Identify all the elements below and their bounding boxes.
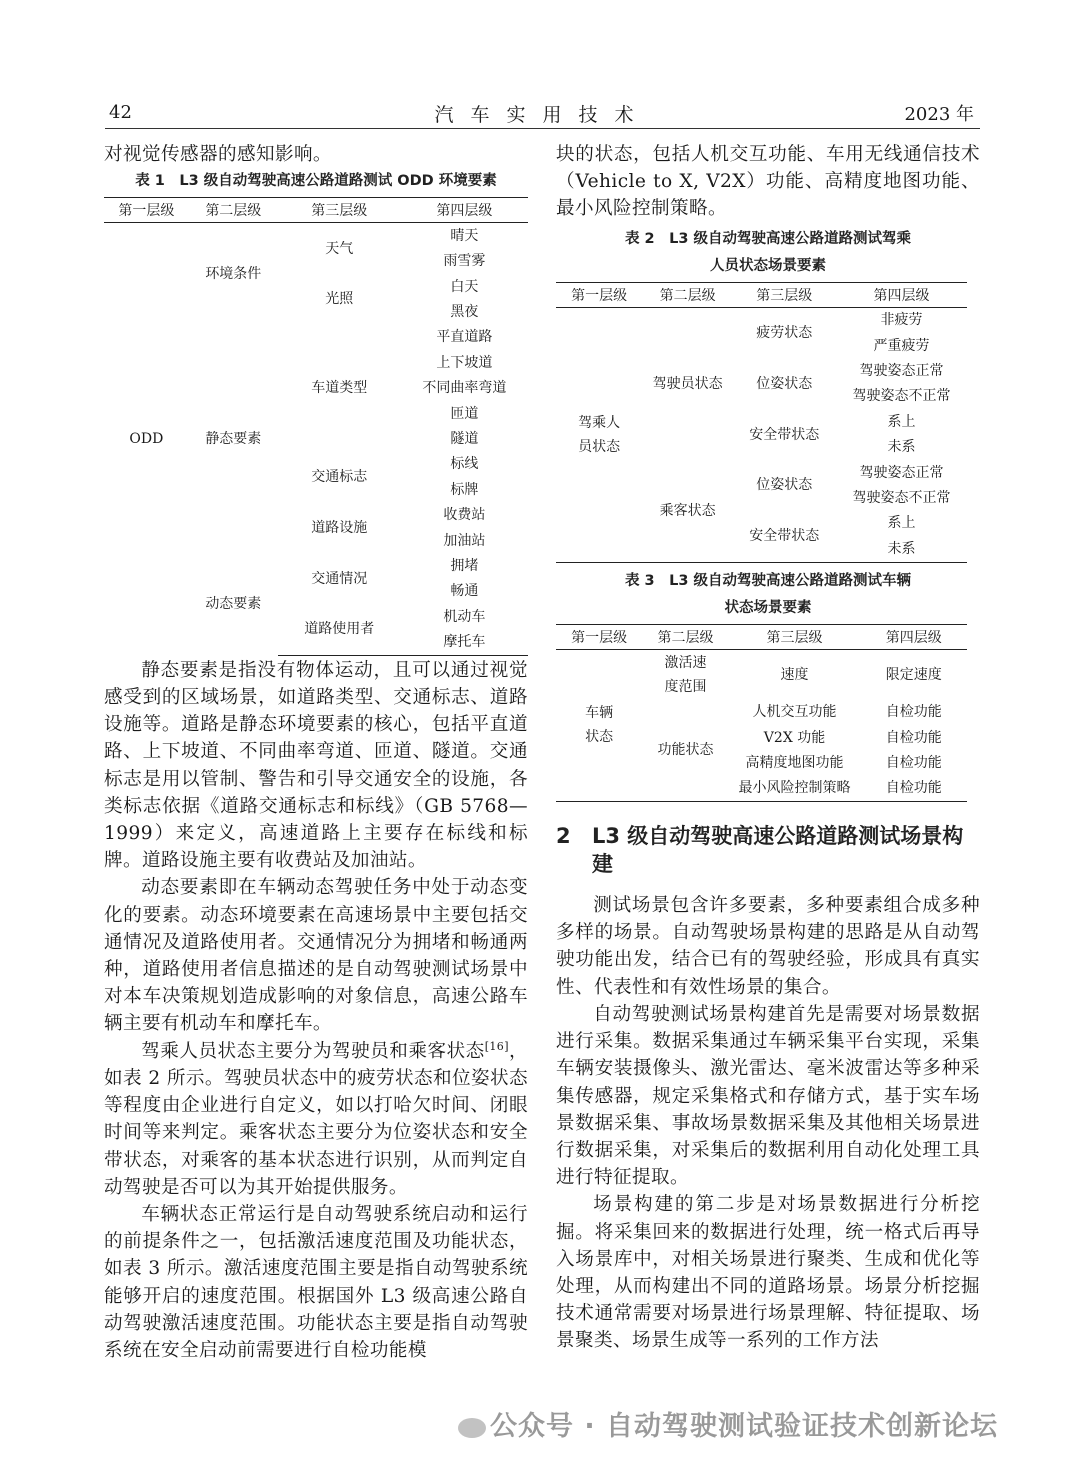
table-cell: 系上 [887,413,916,430]
table-cell: 平直道路 [436,329,493,346]
paragraph: 车辆状态正常运行是自动驾驶系统启动和运行的前提条件之一，包括激活速度范围及功能状态，如表 3 所示。激活速度范围主要是指自动驾驶系统能够开启的速度范围。根据国外 L3 级高速公路自动驾驶激活速度范围。功能状态主要是指自动驾驶系统在安全启动前需要进行自检功能模 [104,1203,528,1361]
table-cell-text: 车辆状态 [585,705,614,746]
table-cell: 机动车 [443,608,486,625]
table-cell: 严重疲劳 [873,337,930,354]
table-cell: 标牌 [450,481,479,498]
wechat-icon [458,1418,486,1438]
table1-caption: 表 1 L3 级自动驾驶高速公路道路测试 ODD 环境要素 [135,173,497,190]
section-number: 2 [556,824,571,849]
section-title: L3 级自动驾驶高速公路道路测试场景构建 [592,824,964,877]
table-header: 第四层级 [860,624,967,649]
table-cell: 黑夜 [450,304,479,321]
table-cell: 雨雪雾 [443,253,486,270]
table-cell: 自检功能 [885,729,942,746]
table-cell: 位姿状态 [756,477,813,494]
table-cell: 限定速度 [885,666,942,683]
citation: [16] [484,1039,509,1053]
table-cell: 驾驶姿态正常 [859,464,944,481]
table-cell: 自检功能 [885,754,942,771]
table1 [104,197,528,656]
watermark [458,1404,998,1443]
table-cell: 道路设施 [311,519,368,536]
paragraph: 静态要素是指没有物体运动，且可以通过视觉感受到的区域场景，如道路类型、交通标志、道路设施等。道路是静态环境要素的核心，包括平直道路、上下坡道、不同曲率弯道、匝道、隧道。交通标志是用以管制、警告和引导交通安全的设施，各类标志依据《道路交通标志和标线》（GB 5768—1999）来定义，高速道路上主要存在标线和标牌。道路设施主要有收费站及加油站。 [104,659,528,872]
table-cell: 光照 [325,291,354,308]
paragraph: 对视觉传感器的感知影响。 [104,144,332,165]
table-header: 第四层级 [401,198,528,223]
table3 [556,624,967,803]
table-cell-text: 激活速度范围 [664,654,707,695]
table-cell: 上下坡道 [436,354,493,371]
table-cell [642,649,728,700]
paragraph [104,1038,528,1201]
table-cell: 未系 [887,439,916,456]
table3-caption: 状态场景要素 [724,599,812,616]
table-cell: 加油站 [443,532,486,549]
paragraph: 自动驾驶测试场景构建首先是需要对场景数据进行采集。数据采集通过车辆采集平台实现，采集车辆安装摄像头、激光雷达、毫米波雷达等多种采集传感器，规定采集格式和存储方式，基于实车场景数据采集、事故场景数据采集及其他相关场景进行数据采集，对采集后的数据利用自动化处理工具进行特征提取。 [556,1003,980,1189]
table-cell-text: 驾乘人员状态 [578,414,621,455]
paragraph: 块的状态，包括人机交互功能、车用无线通信技术（Vehicle to X, V2X）功能、高精度地图功能、最小风险控制策略。 [556,144,980,220]
table-header: 第三层级 [729,624,861,649]
table-cell: 未系 [836,536,968,562]
table-header: 第二层级 [642,282,732,307]
table-cell: 动态要素 [205,596,262,613]
table-cell: 摩托车 [401,629,528,655]
year: 2023 年 [904,104,974,125]
section-heading [556,822,980,878]
table-cell: 功能状态 [642,700,728,802]
table-cell [556,307,642,562]
table-header: 第三层级 [733,282,836,307]
table-cell: 人机交互功能 [752,704,837,721]
table-cell: 驾驶姿态不正常 [852,490,951,507]
table-cell: 驾驶姿态正常 [859,363,944,380]
watermark-text: 公众号 · 自动驾驶测试验证技术创新论坛 [490,1411,999,1442]
paragraph-text: 驾乘人员状态主要分为驾驶员和乘客状态 [141,1040,485,1062]
table-cell: 收费站 [443,507,486,524]
table-cell: 驾驶员状态 [652,375,723,392]
table-header: 第一层级 [556,624,642,649]
table-cell: ODD [129,431,164,448]
table-header: 第一层级 [556,282,642,307]
table-header: 第二层级 [189,198,278,223]
table-cell: 安全带状态 [749,426,820,443]
table-cell: 高精度地图功能 [745,754,844,771]
paragraph-text: ，如表 2 所示。驾驶员状态中的疲劳状态和位姿状态等程度由企业进行自定义，如以打哈欠时间、闭眼时间等来判定。乘客状态主要分为位姿状态和安全带状态，对乘客的基本状态进行识别，从而判定自动驾驶是否可以为其开始提供服务。 [104,1040,528,1198]
table-cell: 自检功能 [860,776,967,802]
table-cell: 自检功能 [885,704,942,721]
table-cell: 交通标志 [311,469,368,486]
table-cell: 最小风险控制策略 [729,776,861,802]
table2-caption: 表 2 L3 级自动驾驶高速公路道路测试驾乘 [624,230,911,247]
page-header [105,98,980,129]
left-column [104,140,528,1364]
table-header: 第一层级 [104,198,189,223]
table-cell: 车道类型 [311,380,368,397]
journal-title: 汽车实用技术 [434,104,651,126]
table-cell: 速度 [780,666,809,683]
table-cell: 静态要素 [205,431,262,448]
table-header: 第二层级 [642,624,728,649]
table-cell: 系上 [887,515,916,532]
table-cell: 标线 [450,456,479,473]
table-header: 第四层级 [836,282,968,307]
table-cell: 匝道 [450,405,479,422]
paragraph: 场景构建的第二步是对场景数据进行分析挖掘。将采集回来的数据进行处理，统一格式后再导入场景库中，对相关场景进行聚类、生成和优化等处理，从而构建出不同的道路场景。场景分析挖掘技术通常需要对场景进行场景理解、特征提取、场景聚类、场景生成等一系列的工作方法 [556,1194,980,1352]
table-cell: 疲劳状态 [756,325,813,341]
table-cell: 拥堵 [450,557,479,574]
table-cell: 畅通 [450,583,479,600]
table-cell: 交通情况 [311,570,368,587]
paragraph: 测试场景包含许多要素，多种要素组合成多种多样的场景。自动驾驶场景构建的思路是从自动驾驶功能出发，结合已有的驾驶经验，形成具有真实性、代表性和有效性场景的集合。 [556,895,980,998]
table-cell: 环境条件 [205,265,262,282]
table-cell: 不同曲率弯道 [422,380,507,397]
table-cell: 非疲劳 [880,312,923,329]
table-cell: 隧道 [450,431,479,448]
table-cell: 天气 [325,240,354,257]
right-column [556,140,980,1355]
paragraph: 动态要素即在车辆动态驾驶任务中处于动态变化的要素。动态环境要素在高速场景中主要包括交通情况及道路使用者。交通情况分为拥堵和畅通两种，道路使用者信息描述的是自动驾驶测试场景中对本车决策规划造成影响的对象信息，高速公路车辆主要有机动车和摩托车。 [104,877,528,1035]
table-cell: 乘客状态 [642,460,732,562]
table-cell [556,649,642,802]
table-cell: 白天 [450,278,479,295]
table-cell: 位姿状态 [756,375,813,392]
table-cell: 安全带状态 [733,511,836,562]
table-cell: 道路使用者 [278,604,401,655]
table-header: 第三层级 [278,198,401,223]
table-cell: 晴天 [450,227,479,244]
table2 [556,282,967,563]
table3-caption: 表 3 L3 级自动驾驶高速公路道路测试车辆 [624,572,911,589]
table2-caption: 人员状态场景要素 [710,257,826,274]
table-cell: V2X 功能 [763,729,826,746]
page-number: 42 [109,102,132,123]
table-cell: 驾驶姿态不正常 [852,388,951,405]
